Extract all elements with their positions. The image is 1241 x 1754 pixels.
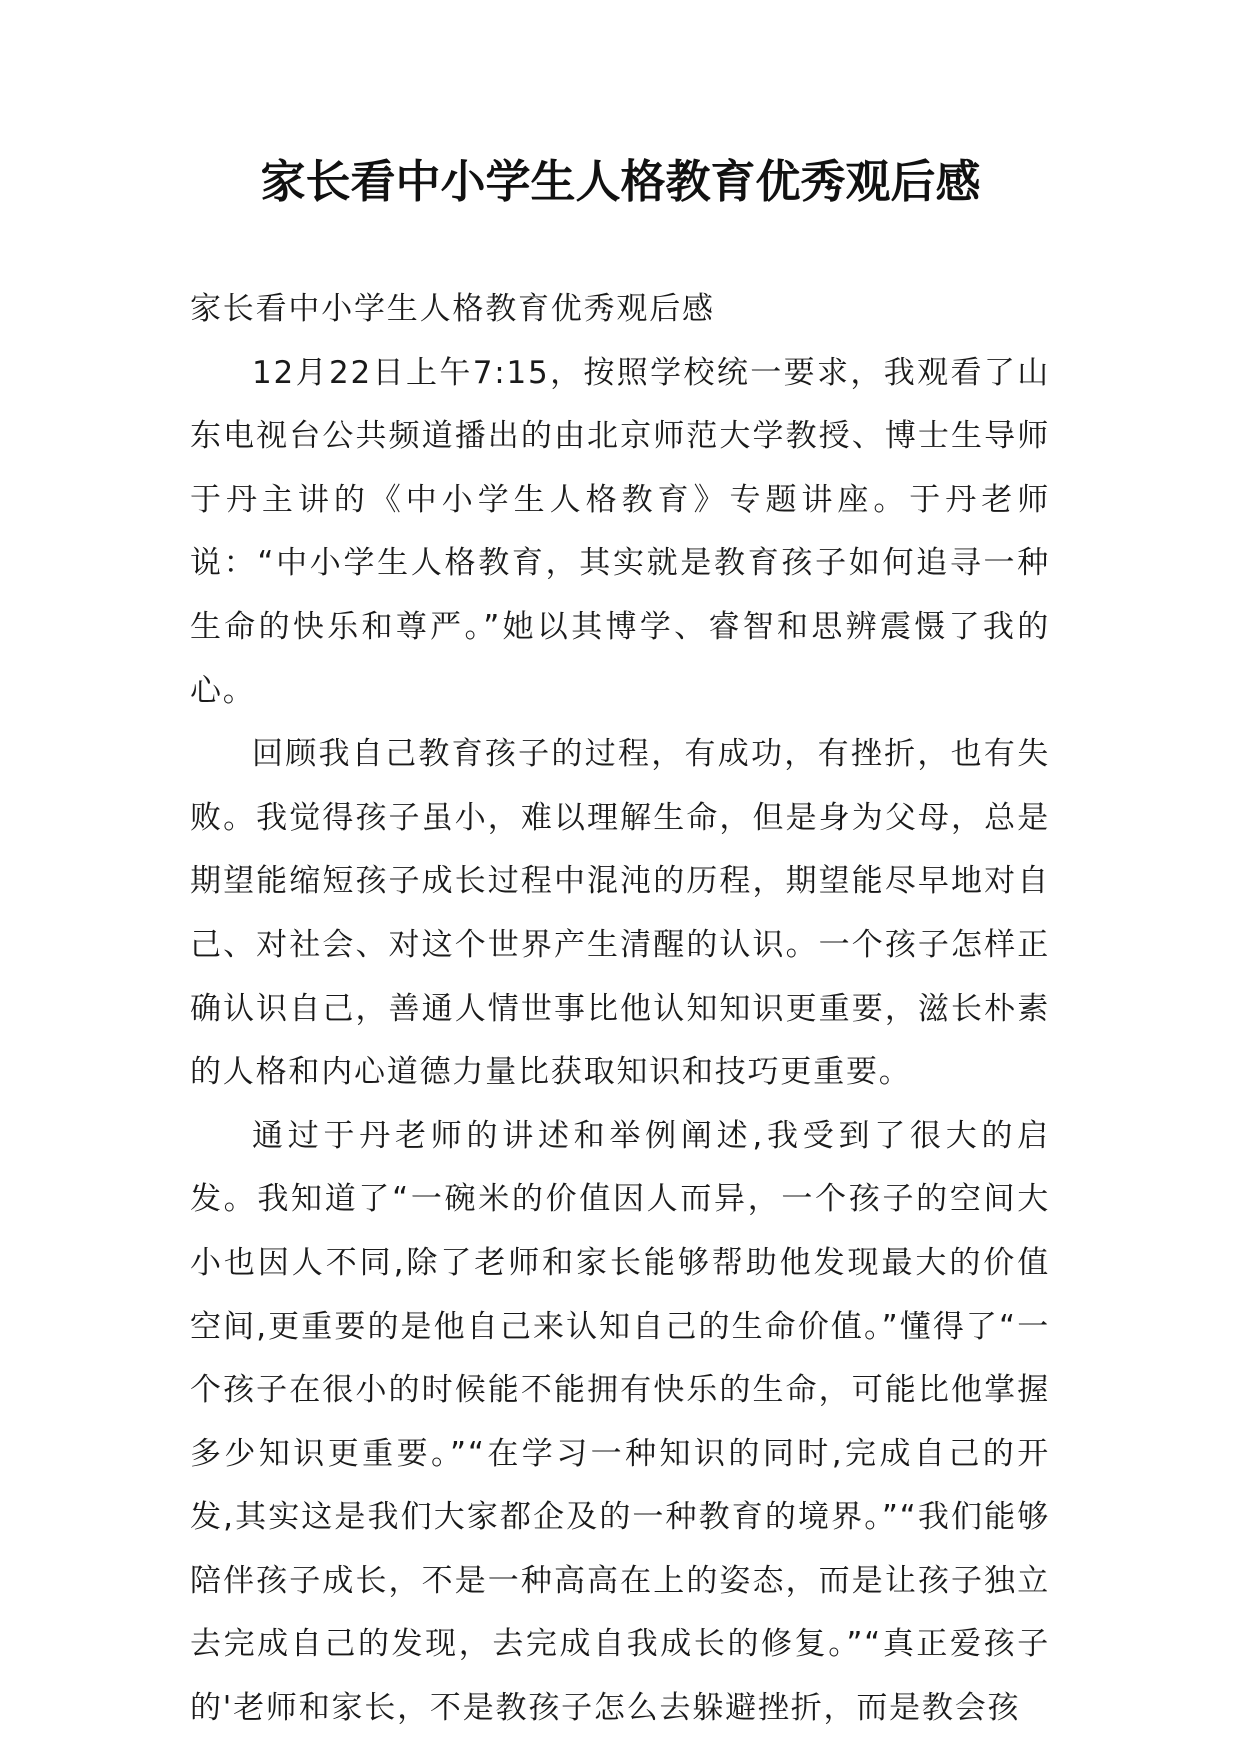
paragraph-3: 通过于丹老师的讲述和举例阐述,我受到了很大的启发。我知道了“一碗米的价值因人而异，一个孩子的空间大小也因人不同,除了老师和家长能够帮助他发现最大的价值空间,更重要的是他自己来认知自己的生命价值。”懂得了“一个孩子在很小的时候能不能拥有快乐的生命，可能比他掌握多少知识更重要。”“在学习一种知识的同时,完成自己的开发,其实这是我们大家都企及的一种教育的境界。”“我们能够陪伴孩子成长，不是一种高高在上的姿态，而是让孩子独立去完成自己的发现，去完成自我成长的修复。”“真正爱孩子的'老师和家长，不是教孩子怎么去躲避挫折，而是教会孩 [190,1117,1050,1727]
document-body [190,278,1050,1741]
document-subtitle: 家长看中小学生人格教育优秀观后感 [190,291,715,327]
paragraph-2: 回顾我自己教育孩子的过程，有成功，有挫折，也有失败。我觉得孩子虽小，难以理解生命，但是身为父母，总是期望能缩短孩子成长过程中混沌的历程，期望能尽早地对自己、对社会、对这个世界产生清醒的认识。一个孩子怎样正确认识自己，善通人情世事比他认知知识更重要，滋长朴素的人格和内心道德力量比获取知识和技巧更重要。 [190,736,1050,1091]
paragraph-1: 12月22日上午7:15，按照学校统一要求，我观看了山东电视台公共频道播出的由北京师范大学教授、博士生导师于丹主讲的《中小学生人格教育》专题讲座。于丹老师说：“中小学生人格教育，其实就是教育孩子如何追寻一种生命的快乐和尊严。”她以其博学、睿智和思辨震慑了我的心。 [190,354,1050,709]
document-title: 家长看中小学生人格教育优秀观后感 [260,155,981,208]
